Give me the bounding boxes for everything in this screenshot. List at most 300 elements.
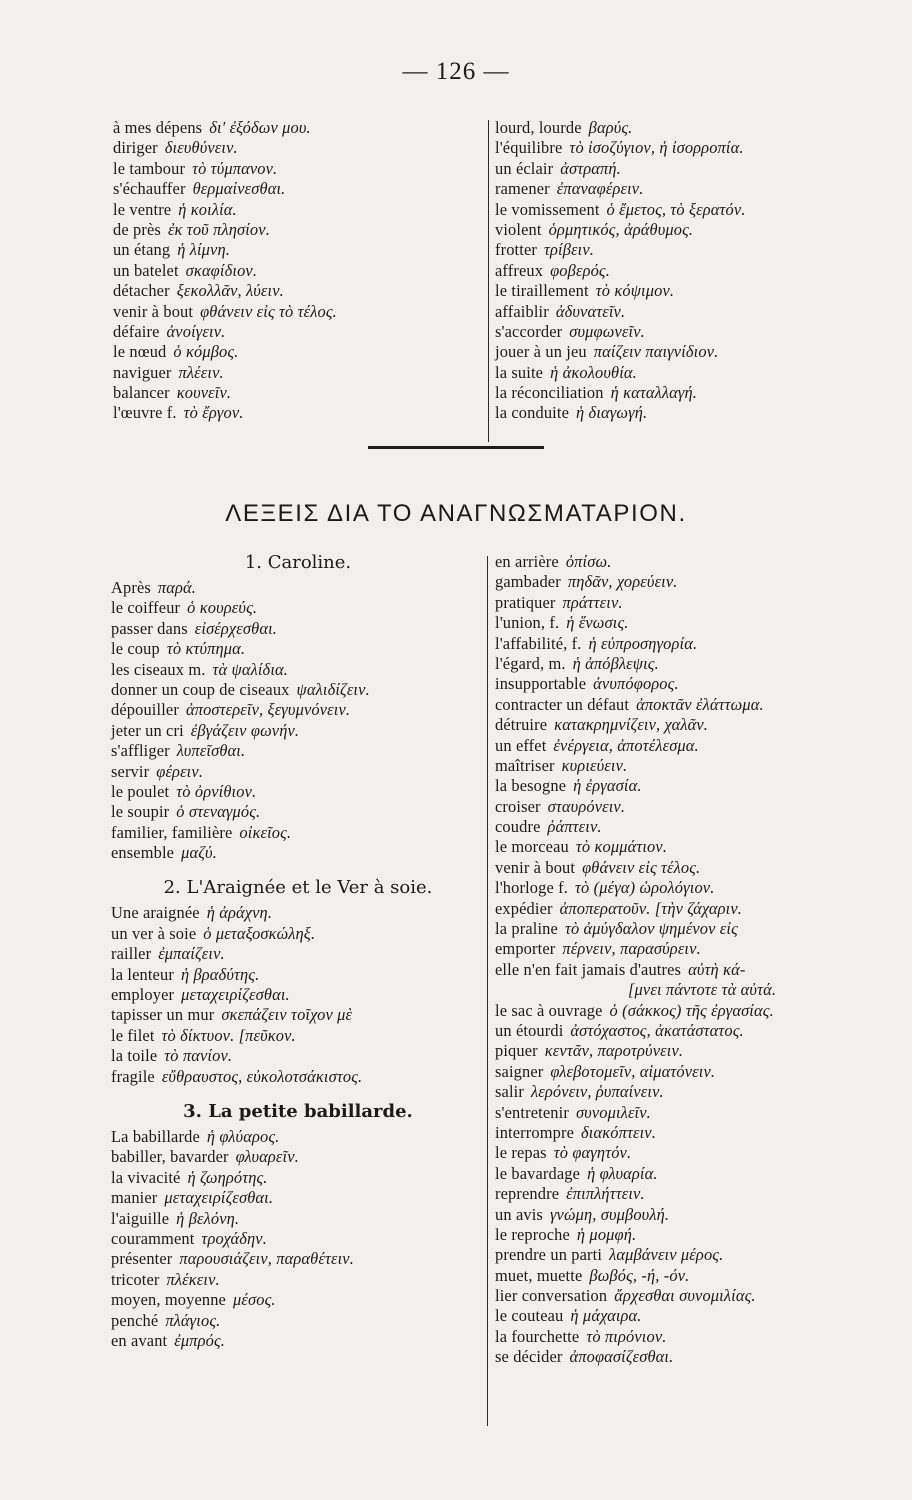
french-term: muet, muette — [495, 1265, 583, 1285]
glossary-entry — [111, 823, 485, 843]
french-term: le tambour — [113, 158, 186, 178]
glossary-entry — [113, 261, 485, 281]
french-term: ensemble — [111, 843, 175, 863]
glossary-entry — [495, 1205, 890, 1225]
greek-translation: ἡ φλυαρία. — [587, 1163, 658, 1183]
greek-translation: παρά. — [157, 578, 197, 597]
french-term: jouer à un jeu — [495, 342, 587, 362]
french-term: un avis — [495, 1204, 543, 1224]
glossary-entry — [111, 1311, 485, 1331]
greek-translation: τὸ ἰσοζύγιον, ἡ ἰσορροπία. — [569, 138, 744, 158]
greek-translation: ῥάπτειν. — [547, 817, 602, 837]
french-term: le tiraillement — [495, 281, 589, 301]
french-term: violent — [495, 219, 542, 239]
greek-translation: ἐπιπλήττειν. — [566, 1184, 645, 1204]
french-term: la vivacité — [111, 1167, 181, 1187]
greek-translation: τὸ δίκτυον. [πεῦκον. — [161, 1025, 296, 1045]
greek-translation: ὁ μεταξοσκώληξ. — [203, 923, 316, 943]
glossary-entry — [495, 1286, 890, 1306]
greek-translation: ὁ στεναγμός. — [176, 802, 261, 822]
glossary-entry — [111, 1005, 485, 1025]
greek-translation: ἐπαναφέρειν. — [556, 179, 644, 199]
bottom-right-glossary — [495, 552, 890, 1368]
bottom-left-glossary — [111, 552, 485, 1351]
french-term: passer dans — [111, 618, 188, 638]
french-term: prendre un parti — [495, 1245, 603, 1265]
main-heading: ΛΕΞΕΙΣ ΔΙΑ ΤΟ ΑΝΑΓΝΩΣΜΑΤΑΡΙΟΝ. — [225, 500, 687, 527]
greek-translation: ἡ διαγωγή. — [576, 403, 648, 423]
glossary-entry — [111, 1026, 485, 1046]
greek-translation: διευθύνειν. — [164, 138, 238, 158]
french-term: les ciseaux m. — [111, 659, 206, 679]
greek-translation: πλέειν. — [178, 362, 224, 382]
glossary-entry — [111, 1249, 485, 1269]
greek-translation: βαρύς. — [588, 118, 633, 137]
greek-translation: κουνεῖν. — [176, 383, 232, 403]
french-term: défaire — [113, 321, 160, 341]
greek-translation: ἀνοίγειν. — [166, 321, 226, 341]
glossary-entry — [495, 837, 890, 857]
glossary-entry — [495, 220, 885, 240]
greek-translation: ἀποκτᾶν ἐλάττωμα. — [636, 694, 764, 714]
greek-translation: μέσος. — [233, 1290, 276, 1310]
french-term: affreux — [495, 260, 544, 280]
glossary-entry — [113, 159, 485, 179]
french-term: saigner — [495, 1061, 544, 1081]
glossary-entry — [495, 1164, 890, 1184]
french-term: l'équilibre — [495, 138, 563, 158]
column-divider-bottom — [487, 556, 488, 1426]
french-term: détruire — [495, 715, 548, 735]
section-title: 3. La petite babillarde. — [183, 1100, 413, 1122]
french-term: elle n'en fait jamais d'autres — [495, 959, 682, 979]
glossary-entry — [113, 383, 485, 403]
greek-translation: ἐβγάζειν φωνήν. — [190, 720, 300, 740]
greek-translation: ἡ βελόνη. — [176, 1208, 240, 1228]
glossary-entry — [111, 1147, 485, 1167]
french-term: balancer — [113, 383, 170, 403]
greek-translation: ἀποπερατοῦν. [τὴν ζάχαριν. — [559, 898, 743, 918]
greek-translation: ἀστόχαστος, ἀκατάστατος. — [570, 1020, 744, 1040]
greek-translation: τρίβειν. — [544, 240, 595, 260]
french-term: diriger — [113, 138, 158, 158]
greek-translation: τὸ ἔργον. — [183, 403, 244, 423]
glossary-entry — [111, 762, 485, 782]
column-divider-top — [488, 120, 489, 442]
greek-translation: ἀποφασίζεσθαι. — [569, 1347, 674, 1367]
french-term: la réconciliation — [495, 383, 604, 403]
glossary-entry — [111, 782, 485, 802]
glossary-entry — [495, 1245, 890, 1265]
section-title: 2. L'Araignée et le Ver à soie. — [163, 877, 433, 899]
greek-translation: μεταχειρίζεσθαι. — [181, 985, 290, 1005]
greek-translation: φλυαρεῖν. — [235, 1147, 299, 1167]
french-term: un étang — [113, 240, 171, 260]
glossary-entry — [495, 1306, 890, 1326]
greek-translation: διακόπτειν. — [581, 1122, 656, 1142]
greek-translation: ἡ εὐπροσηγορία. — [588, 633, 698, 653]
greek-translation: συνομιλεῖν. — [575, 1102, 651, 1122]
greek-translation: [μνει πάντοτε τὰ αὐτά. — [628, 980, 777, 1000]
glossary-entry — [111, 802, 485, 822]
glossary-entry — [495, 817, 890, 837]
greek-translation: οἰκεῖος. — [239, 822, 292, 842]
french-term: tricoter — [111, 1269, 160, 1289]
french-term: fragile — [111, 1066, 155, 1086]
greek-translation: ὁρμητικός, ἀράθυμος. — [548, 219, 694, 239]
glossary-entry — [495, 322, 885, 342]
french-term: Après — [111, 578, 151, 597]
glossary-entry — [113, 179, 485, 199]
french-term: donner un coup de ciseaux — [111, 679, 290, 699]
greek-translation: μεταχειρίζεσθαι. — [164, 1188, 274, 1208]
french-term: le sac à ouvrage — [495, 1000, 603, 1020]
french-term: contracter un défaut — [495, 694, 630, 714]
glossary-entry — [495, 261, 885, 281]
glossary-entry — [495, 1347, 890, 1367]
french-term: un batelet — [113, 260, 179, 280]
glossary-entry — [495, 1266, 890, 1286]
glossary-entry — [111, 1270, 485, 1290]
glossary-entry — [495, 756, 890, 776]
glossary-entry — [495, 1041, 890, 1061]
french-term: l'égard, m. — [495, 653, 566, 673]
french-term: venir à bout — [495, 857, 576, 877]
glossary-entry — [495, 281, 885, 301]
french-term: la praline — [495, 919, 558, 939]
glossary-entry — [113, 281, 485, 301]
glossary-entry — [495, 634, 890, 654]
greek-translation: αὐτὴ κά- — [688, 959, 746, 979]
greek-translation: λυπεῖσθαι. — [176, 741, 246, 761]
french-term: le nœud — [113, 342, 167, 362]
glossary-entry — [113, 220, 485, 240]
glossary-entry — [111, 903, 485, 923]
greek-translation: τὸ κόψιμον. — [595, 281, 675, 301]
glossary-entry — [113, 118, 485, 138]
glossary-entry — [113, 240, 485, 260]
greek-translation: ἡ ἕνωσις. — [566, 613, 629, 633]
french-term: s'entretenir — [495, 1102, 569, 1122]
glossary-entry — [111, 924, 485, 944]
greek-translation: φθάνειν εἰς τὸ τέλος. — [200, 301, 337, 321]
glossary-entry — [111, 1188, 485, 1208]
french-term: jeter un cri — [111, 720, 184, 740]
french-term: l'aiguille — [111, 1208, 170, 1228]
glossary-entry — [111, 1168, 485, 1188]
glossary-entry — [111, 741, 485, 761]
french-term: reprendre — [495, 1184, 560, 1204]
french-term: manier — [111, 1188, 158, 1208]
french-term: l'affabilité, f. — [495, 633, 582, 653]
french-term: familier, familière — [111, 822, 233, 842]
glossary-entry — [495, 403, 885, 423]
greek-translation: ἡ καταλλαγή. — [610, 383, 698, 403]
glossary-entry — [111, 1209, 485, 1229]
glossary-entry — [495, 695, 890, 715]
glossary-entry — [111, 1046, 485, 1066]
glossary-entry — [111, 843, 485, 863]
french-term: le vomissement — [495, 199, 600, 219]
greek-translation: ἄρχεσθαι συνομιλίας. — [614, 1286, 756, 1306]
glossary-entry — [495, 919, 890, 939]
french-term: dépouiller — [111, 700, 179, 720]
french-term: s'échauffer — [113, 179, 186, 199]
greek-translation: ἡ μομφή. — [576, 1224, 637, 1244]
glossary-entry — [495, 118, 885, 138]
greek-translation: τροχάδην. — [201, 1228, 267, 1248]
glossary-entry — [495, 878, 890, 898]
french-term: l'horloge f. — [495, 878, 569, 898]
greek-translation: πλέκειν. — [166, 1269, 220, 1289]
glossary-entry — [495, 342, 885, 362]
glossary-entry — [111, 1127, 485, 1147]
glossary-entry — [495, 1327, 890, 1347]
top-left-glossary — [113, 118, 485, 424]
french-term: le coiffeur — [111, 598, 181, 618]
french-term: emporter — [495, 939, 556, 959]
french-term: servir — [111, 761, 150, 781]
glossary-entry — [113, 200, 485, 220]
french-term: pratiquer — [495, 592, 556, 612]
glossary-entry — [495, 179, 885, 199]
glossary-entry — [495, 613, 890, 633]
glossary-entry — [495, 572, 890, 592]
glossary-entry — [495, 1143, 890, 1163]
french-term: de près — [113, 219, 161, 239]
glossary-entry — [495, 980, 890, 1000]
greek-translation: τὸ πιρόνιον. — [586, 1326, 667, 1346]
french-term: La babillarde — [111, 1126, 200, 1146]
glossary-entry — [111, 965, 485, 985]
glossary-entry — [111, 598, 485, 618]
glossary-entry — [495, 858, 890, 878]
glossary-entry — [111, 944, 485, 964]
greek-translation: ἡ λίμνη. — [177, 240, 231, 260]
greek-translation: σταυρόνειν. — [547, 796, 626, 816]
french-term: le couteau — [495, 1306, 564, 1326]
greek-translation: ἡ ἀκολουθία. — [550, 362, 637, 382]
glossary-entry — [495, 797, 890, 817]
greek-translation: ἡ ἀράχνη. — [206, 903, 273, 923]
french-term: penché — [111, 1310, 159, 1330]
glossary-entry — [111, 1067, 485, 1087]
french-term: le coup — [111, 639, 160, 659]
greek-translation: ὁ κουρεύς. — [187, 598, 258, 618]
greek-translation: ἡ ζωηρότης. — [187, 1167, 268, 1187]
glossary-entry — [495, 1021, 890, 1041]
glossary-entry — [495, 736, 890, 756]
glossary-entry — [495, 899, 890, 919]
glossary-entry — [111, 680, 485, 700]
glossary-entry — [111, 639, 485, 659]
french-term: lourd, lourde — [495, 118, 582, 137]
glossary-entry — [495, 240, 885, 260]
greek-translation: τὸ φαγητόν. — [553, 1143, 632, 1163]
french-term: couramment — [111, 1228, 195, 1248]
greek-translation: τὸ κομμάτιον. — [575, 837, 668, 857]
greek-translation: βωβός, -ή, -όν. — [589, 1265, 690, 1285]
greek-translation: λερόνειν, ῥυπαίνειν. — [530, 1082, 664, 1102]
french-term: moyen, moyenne — [111, 1290, 226, 1310]
french-term: l'union, f. — [495, 613, 560, 633]
greek-translation: ἐκ τοῦ πλησίον. — [167, 219, 270, 239]
french-term: en arrière — [495, 552, 559, 571]
french-term: le poulet — [111, 781, 170, 801]
greek-translation: τὸ πανίον. — [164, 1046, 233, 1066]
french-term: salir — [495, 1082, 524, 1102]
glossary-entry — [495, 674, 890, 694]
greek-translation: κατακρημνίζειν, χαλᾶν. — [554, 715, 708, 735]
glossary-entry — [111, 1229, 485, 1249]
french-term: un ver à soie — [111, 923, 197, 943]
french-term: la toile — [111, 1046, 158, 1066]
french-term: la conduite — [495, 403, 570, 423]
greek-translation: ὁ κόμβος. — [173, 342, 239, 362]
top-right-glossary — [495, 118, 885, 424]
glossary-entry — [495, 138, 885, 158]
glossary-entry — [495, 593, 890, 613]
glossary-entry — [113, 322, 485, 342]
glossary-entry — [113, 403, 485, 423]
greek-translation: παρουσιάζειν, παραθέτειν. — [179, 1249, 354, 1269]
glossary-entry — [495, 1082, 890, 1102]
greek-translation: ὀπίσω. — [565, 552, 612, 571]
greek-translation: τὸ ὀρνίθιον. — [176, 781, 257, 801]
french-term: lier conversation — [495, 1286, 608, 1306]
french-term: babiller, bavarder — [111, 1147, 229, 1167]
french-term: le morceau — [495, 837, 569, 857]
french-term: un étourdi — [495, 1020, 564, 1040]
greek-translation: μαζύ. — [181, 843, 217, 863]
greek-translation: τὸ ἀμύγδαλον ψημένον εἰς — [564, 919, 738, 939]
greek-translation: λαμβάνειν μέρος. — [609, 1245, 724, 1265]
greek-translation: ἐμπρός. — [174, 1330, 226, 1350]
french-term: s'affliger — [111, 741, 170, 761]
glossary-entry — [495, 1062, 890, 1082]
greek-translation: εὔθραυστος, εὐκολοτσάκιστος. — [161, 1066, 363, 1086]
glossary-entry — [495, 1225, 890, 1245]
greek-translation: ἀνυπόφορος. — [593, 674, 679, 694]
french-term: expédier — [495, 898, 553, 918]
glossary-entry — [113, 363, 485, 383]
greek-translation: φοβερός. — [550, 260, 610, 280]
greek-translation: ψαλιδίζειν. — [296, 679, 370, 699]
glossary-entry — [495, 1103, 890, 1123]
greek-translation: τὸ (μέγα) ὡρολόγιον. — [575, 878, 715, 898]
greek-translation: ἡ ἐργασία. — [573, 776, 642, 796]
french-term: le filet — [111, 1025, 155, 1045]
french-term: croiser — [495, 796, 541, 816]
glossary-entry — [495, 1184, 890, 1204]
greek-translation: ἡ μάχαιρα. — [570, 1306, 642, 1326]
greek-translation: σκαφίδιον. — [185, 260, 258, 280]
greek-translation: ἡ κοιλία. — [178, 199, 237, 219]
section-gap — [111, 1087, 485, 1101]
greek-translation: συμφωνεῖν. — [569, 321, 645, 341]
greek-translation: πέρνειν, παρασύρειν. — [562, 939, 701, 959]
french-term: la besogne — [495, 776, 567, 796]
french-term: le reproche — [495, 1224, 570, 1244]
french-term: interrompre — [495, 1122, 575, 1142]
glossary-entry — [495, 1001, 890, 1021]
glossary-entry — [111, 1331, 485, 1351]
french-term: employer — [111, 985, 175, 1005]
french-term: venir à bout — [113, 301, 194, 321]
greek-translation: τὸ τύμπανον. — [192, 158, 278, 178]
glossary-entry — [495, 654, 890, 674]
glossary-entry — [495, 960, 890, 980]
glossary-entry — [113, 342, 485, 362]
french-term: le soupir — [111, 802, 170, 822]
greek-translation: πράττειν. — [562, 592, 623, 612]
glossary-entry — [111, 578, 485, 598]
greek-translation: ἐμπαίζειν. — [158, 944, 225, 964]
glossary-entry — [495, 302, 885, 322]
greek-translation: πηδᾶν, χορεύειν. — [567, 572, 678, 592]
french-term: la lenteur — [111, 964, 174, 984]
french-term: Une araignée — [111, 903, 200, 923]
page-number: — 126 — — [402, 58, 510, 85]
glossary-entry — [495, 776, 890, 796]
french-term: le ventre — [113, 199, 172, 219]
greek-translation: εἰσέρχεσθαι. — [194, 618, 278, 638]
greek-translation: ὁ ἔμετος, τὸ ξερατόν. — [606, 199, 746, 219]
french-term: coudre — [495, 817, 541, 837]
glossary-entry — [495, 552, 890, 572]
greek-translation: ἐνέργεια, ἀποτέλεσμα. — [553, 735, 699, 755]
section-divider — [368, 446, 544, 449]
greek-translation: τὰ ψαλίδια. — [212, 659, 289, 679]
french-term: la fourchette — [495, 1326, 580, 1346]
french-term: le repas — [495, 1143, 547, 1163]
glossary-entry — [111, 660, 485, 680]
french-term: s'accorder — [495, 321, 563, 341]
greek-translation: ἀδυνατεῖν. — [555, 301, 626, 321]
greek-translation: ξεκολλᾶν, λύειν. — [176, 281, 284, 301]
french-term: frotter — [495, 240, 538, 260]
glossary-entry — [495, 159, 885, 179]
french-term: un éclair — [495, 158, 554, 178]
glossary-entry — [495, 1123, 890, 1143]
greek-translation: ἡ φλύαρος. — [206, 1126, 280, 1146]
greek-translation: ὁ (σάκκος) τῆς ἐργασίας. — [609, 1000, 774, 1020]
glossary-entry — [495, 383, 885, 403]
french-term: gambader — [495, 572, 561, 592]
french-term: tapisser un mur — [111, 1005, 215, 1025]
french-term: maîtriser — [495, 755, 555, 775]
greek-translation: ἡ βραδύτης. — [180, 964, 260, 984]
greek-translation: δι' ἐξόδων μου. — [209, 118, 311, 137]
french-term: un effet — [495, 735, 547, 755]
french-term: affaiblir — [495, 301, 549, 321]
greek-translation: σκεπάζειν τοῖχον μὲ — [221, 1005, 353, 1025]
french-term: la suite — [495, 362, 544, 382]
greek-translation: τὸ κτύπημα. — [166, 639, 246, 659]
glossary-entry — [111, 985, 485, 1005]
glossary-entry — [111, 700, 485, 720]
greek-translation: κυριεύειν. — [561, 755, 628, 775]
glossary-entry — [495, 715, 890, 735]
glossary-entry — [111, 721, 485, 741]
greek-translation: ἡ ἀπόβλεψις. — [572, 653, 659, 673]
section-title: 1. Caroline. — [244, 552, 352, 573]
greek-translation: φθάνειν εἰς τέλος. — [582, 857, 701, 877]
french-term: piquer — [495, 1041, 538, 1061]
glossary-entry — [111, 1290, 485, 1310]
french-term: naviguer — [113, 362, 172, 382]
greek-translation: παίζειν παιγνίδιον. — [593, 342, 719, 362]
